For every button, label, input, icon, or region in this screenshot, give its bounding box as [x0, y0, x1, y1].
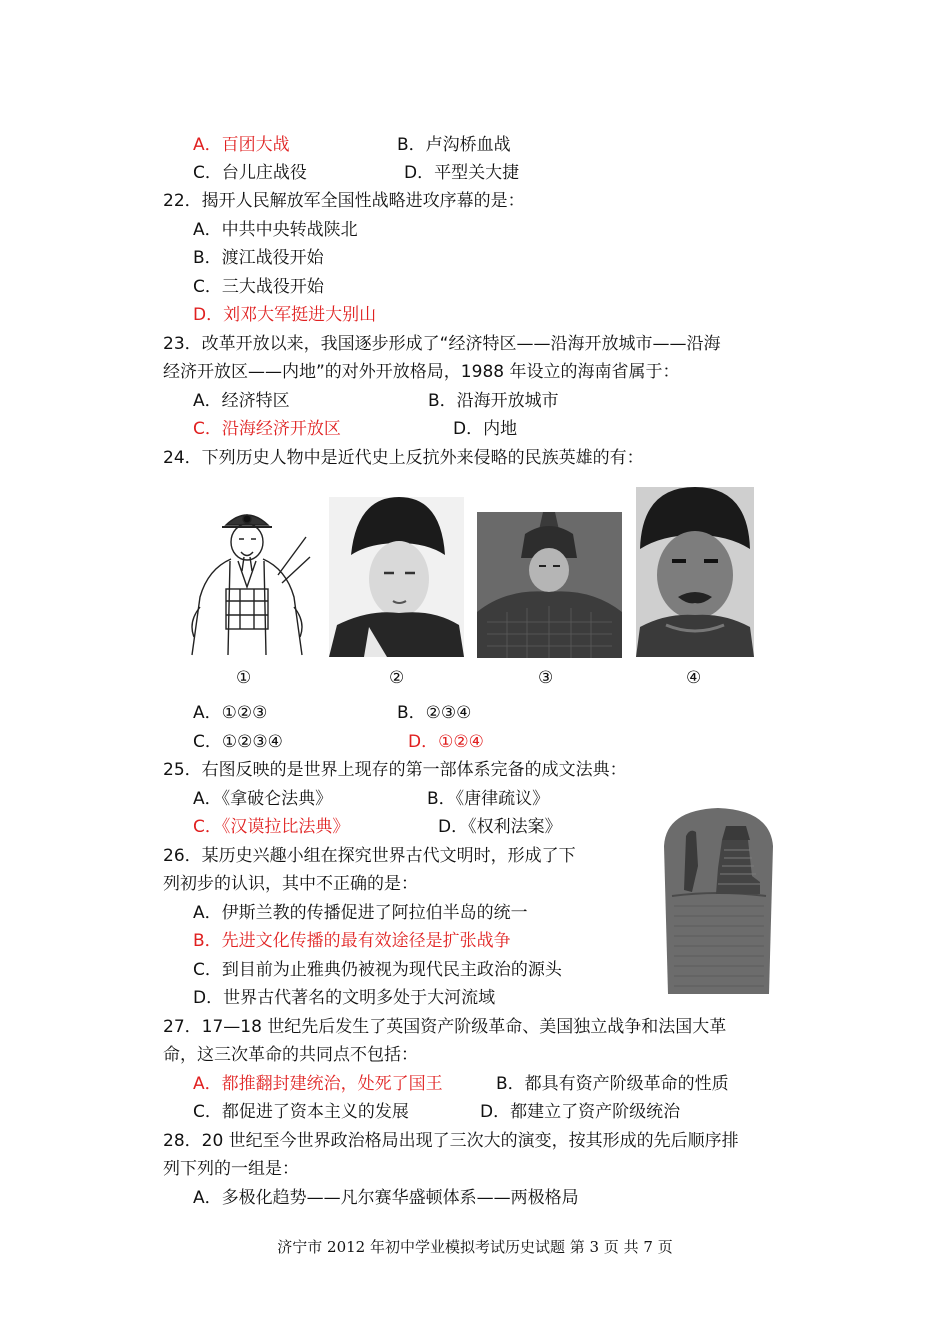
q26-option-d: D．世界古代著名的文明多处于大河流域 [193, 988, 496, 1008]
q25-option-a: A．《拿破仑法典》 [193, 789, 333, 809]
q26-stem-line1: 26．某历史兴趣小组在探究世界古代文明时，形成了下 [163, 846, 576, 866]
q26-option-c: C．到目前为止雅典仍被视为现代民主政治的源头 [193, 960, 562, 980]
portrait-4-label: ④ [686, 668, 702, 688]
q27-option-b: B．都具有资产阶级革命的性质 [496, 1074, 729, 1094]
q26-option-a: A．伊斯兰教的传播促进了阿拉伯半岛的统一 [193, 903, 528, 923]
q21-option-d: D．平型关大捷 [404, 163, 520, 183]
q28-option-a: A．多极化趋势——凡尔赛华盛顿体系——两极格局 [193, 1188, 579, 1208]
q26-option-b: B．先进文化传播的最有效途径是扩张战争 [193, 931, 511, 951]
q24-option-b: B．②③④ [397, 703, 472, 723]
q27-option-c: C．都促进了资本主义的发展 [193, 1102, 409, 1122]
q22-option-b: B．渡江战役开始 [193, 248, 324, 268]
q21-option-b: B．卢沟桥血战 [397, 135, 511, 155]
q28-stem-line2: 列下列的一组是： [163, 1159, 299, 1179]
q25-stem: 25．右图反映的是世界上现存的第一部体系完备的成文法典： [163, 760, 627, 780]
q28-stem-line1: 28．20 世纪至今世界政治格局出现了三次大的演变，按其形成的先后顺序排 [163, 1131, 739, 1151]
q23-option-b: B．沿海开放城市 [428, 391, 559, 411]
page-footer: 济宁市 2012 年初中学业模拟考试历史试题 第 3 页 共 7 页 [277, 1238, 673, 1256]
q23-option-c: C．沿海经济开放区 [193, 419, 341, 439]
q21-option-c: C．台儿庄战役 [193, 163, 307, 183]
portrait-2-label: ② [389, 668, 405, 688]
q23-option-a: A．经济特区 [193, 391, 290, 411]
q23-option-d: D．内地 [453, 419, 518, 439]
code-of-hammurabi-stele-image [656, 806, 781, 994]
q25-option-d: D．《权利法案》 [438, 817, 562, 837]
q23-stem-line2: 经济开放区——内地”的对外开放格局，1988 年设立的海南省属于： [163, 362, 680, 382]
q27-option-a: A．都推翻封建统治，处死了国王 [193, 1074, 443, 1094]
q21-option-a: A．百团大战 [193, 135, 290, 155]
q27-stem-line2: 命，这三次革命的共同点不包括： [163, 1045, 418, 1065]
portrait-2-image [329, 497, 464, 657]
portrait-1-label: ① [236, 668, 252, 688]
q24-option-c: C．①②③④ [193, 732, 283, 752]
portrait-4-image [636, 487, 754, 657]
q25-option-b: B．《唐律疏议》 [427, 789, 550, 809]
q22-option-d: D．刘邓大军挺进大别山 [193, 305, 377, 325]
q27-stem-line1: 27．17—18 世纪先后发生了英国资产阶级革命、美国独立战争和法国大革 [163, 1017, 727, 1037]
q24-option-a: A．①②③ [193, 703, 268, 723]
q26-stem-line2: 列初步的认识，其中不正确的是： [163, 874, 418, 894]
q22-stem: 22．揭开人民解放军全国性战略进攻序幕的是： [163, 191, 525, 211]
q24-option-d: D．①②④ [408, 732, 484, 752]
portrait-1-image [178, 497, 316, 657]
portrait-3-label: ③ [538, 668, 554, 688]
portrait-3-image [477, 512, 622, 658]
q24-stem: 24．下列历史人物中是近代史上反抗外来侵略的民族英雄的有： [163, 448, 644, 468]
q27-option-d: D．都建立了资产阶级统治 [480, 1102, 681, 1122]
q22-option-c: C．三大战役开始 [193, 277, 324, 297]
q22-option-a: A．中共中央转战陕北 [193, 220, 358, 240]
q23-stem-line1: 23．改革开放以来，我国逐步形成了“经济特区——沿海开放城市——沿海 [163, 334, 721, 354]
q25-option-c: C．《汉谟拉比法典》 [193, 817, 350, 837]
